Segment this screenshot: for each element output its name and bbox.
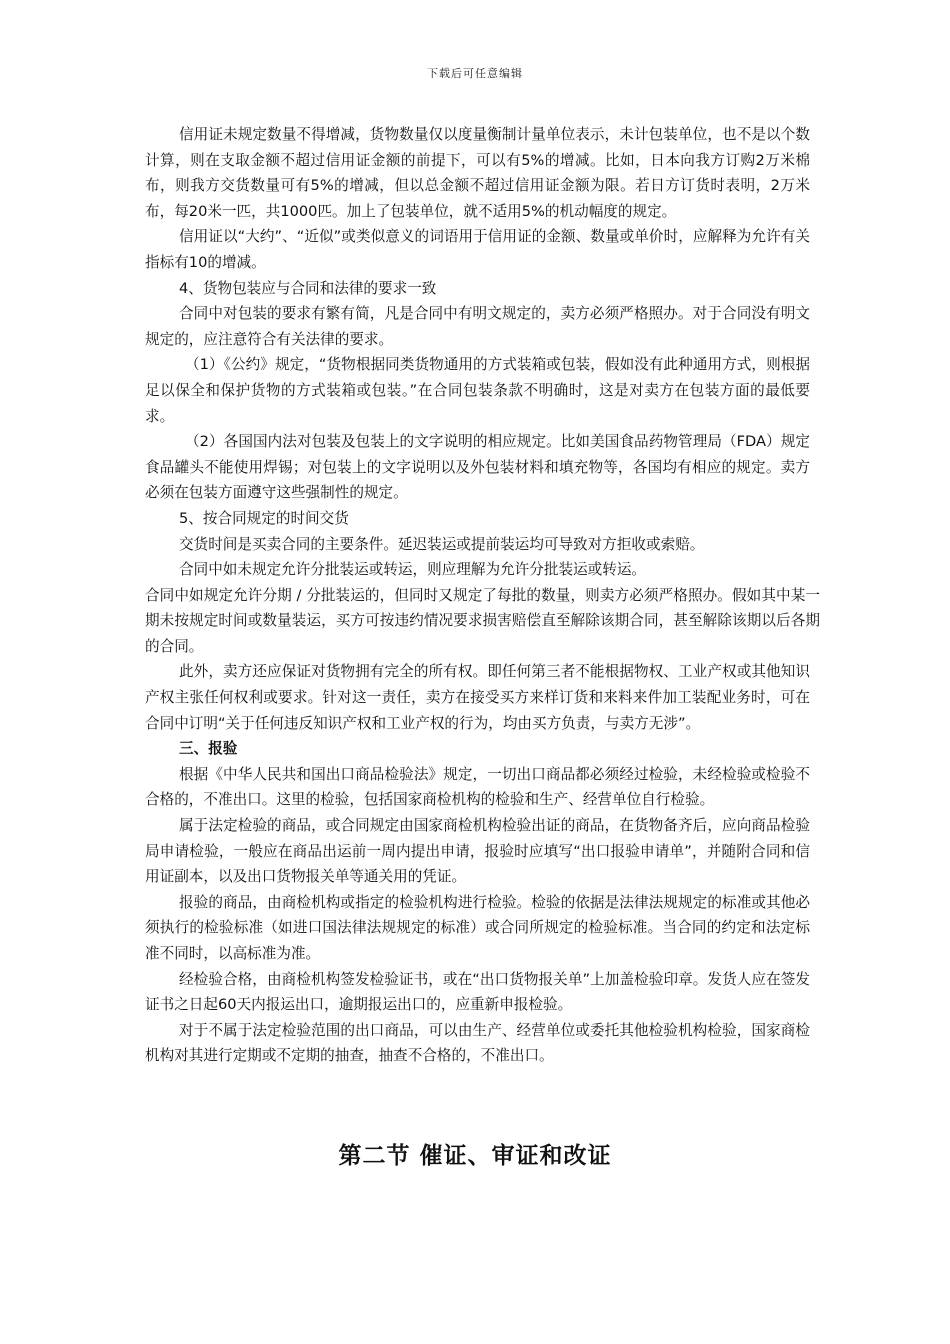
paragraph-packaging-contract: 合同中对包装的要求有繁有简，凡是合同中有明文规定的，卖方必须严格照办。对于合同没有明文规定的，应注意符合有关法律的要求。 <box>145 305 810 348</box>
paragraph-inspection-standards: 报验的商品，由商检机构或指定的检验机构进行检验。检验的依据是法律法规规定的标准或其他必须执行的检验标准（如进口国法律法规规定的标准）或合同所规定的检验标准。当合同的约定和法定标准不同时，以高标准为准。 <box>145 893 810 962</box>
paragraph-lc-approximate-terms: 信用证以“大约”、“近似”或类似意义的词语用于信用证的金额、数量或单价时，应解释为允许有关指标有10的增减。 <box>145 228 810 271</box>
paragraph-delivery-time: 交货时间是买卖合同的主要条件。延迟装运或提前装运均可导致对方拒收或索赔。 <box>179 535 705 553</box>
heading-inspection: 三、报验 <box>179 740 238 758</box>
document-body <box>145 122 820 1069</box>
paragraph-convention-packaging: （1）《公约》规定，“货物根据同类货物通用的方式装箱或包装，假如没有此种通用方式，则根据足以保全和保护货物的方式装箱或包装。”在合同包装条款不明确时，这是对卖方在包装方面的最低要求。 <box>145 356 810 425</box>
heading-packaging-requirements: 4、货物包装应与合同和法律的要求一致 <box>179 279 437 297</box>
paragraph-ownership-warranty: 此外，卖方还应保证对货物拥有完全的所有权。即任何第三者不能根据物权、工业产权或其他知识产权主张任何权利或要求。针对这一责任，卖方在接受买方来样订货和来料来件加工装配业务时，可在合同中订明“关于任何违反知识产权和工业产权的行为，均由买方负责，与卖方无涉”。 <box>145 663 810 732</box>
paragraph-domestic-law-packaging: （2）各国国内法对包装及包装上的文字说明的相应规定。比如美国食品药物管理局（FDA）规定食品罐头不能使用焊锡；对包装上的文字说明以及外包装材料和填充物等，各国均有相应的规定。卖方必须在包装方面遵守这些强制性的规定。 <box>145 433 810 502</box>
paragraph-statutory-inspection: 属于法定检验的商品，或合同规定由国家商检机构检验出证的商品，在货物备齐后，应向商品检验局申请检验，一般应在商品出运前一周内提出申请，报验时应填写“出口报验申请单”，并随附合同和信用证副本，以及出口货物报关单等通关用的凭证。 <box>145 817 810 886</box>
paragraph-inspection-certificate: 经检验合格，由商检机构签发检验证书，或在“出口货物报关单”上加盖检验印章。发货人应在签发证书之日起60天内报运出口，逾期报运出口的，应重新申报检验。 <box>145 970 810 1014</box>
paragraph-lc-quantity-tolerance: 信用证未规定数量不得增减，货物数量仅以度量衡制计量单位表示，未计包装单位，也不是以个数计算，则在支取金额不超过信用证金额的前提下，可以有5%的增减。比如，日本向我方订购2万米棉布，则我方交货数量可有5%的增减，但以总金额不超过信用证金额为限。若日方订货时表明，2万米布，每20米一匹，共1000匹。加上了包装单位，就不适用5%的机动幅度的规定。 <box>145 126 810 220</box>
paragraph-non-statutory-inspection: 对于不属于法定检验范围的出口商品，可以由生产、经营单位或委托其他检验机构检验，国家商检机构对其进行定期或不定期的抽查，抽查不合格的，不准出口。 <box>145 1021 810 1065</box>
heading-delivery-time: 5、按合同规定的时间交货 <box>179 509 349 527</box>
section-title: 第二节 催证、审证和改证 <box>338 1143 612 1169</box>
page-header: 下载后可任意编辑 <box>427 67 523 80</box>
paragraph-inspection-law: 根据《中华人民共和国出口商品检验法》规定，一切出口商品都必须经过检验，未经检验或检验不合格的，不准出口。这里的检验，包括国家商检机构的检验和生产、经营单位自行检验。 <box>145 765 810 809</box>
paragraph-installment-shipment: 合同中如规定允许分期 / 分批装运的，但同时又规定了每批的数量，则卖方必须严格照办。假如其中某一期未按规定时间或数量装运，买方可按违约情况要求损害赔偿直至解除该期合同，甚至解除该期以后各期的合同。 <box>145 586 820 655</box>
paragraph-partial-shipment: 合同中如未规定允许分批装运或转运，则应理解为允许分批装运或转运。 <box>179 561 647 579</box>
